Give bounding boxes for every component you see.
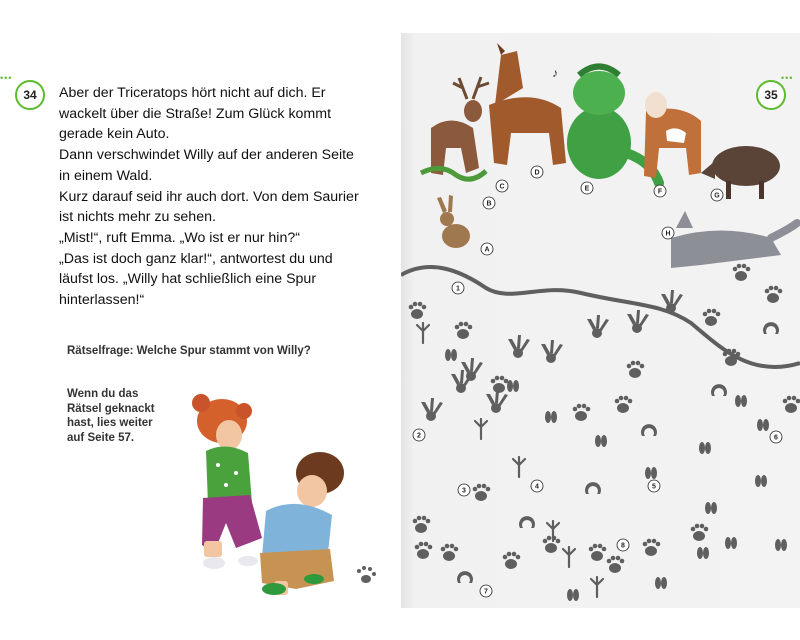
children-illustration (0, 33, 401, 608)
path-edge-top (401, 267, 800, 367)
story-line: wackelt über die Straße! Zum Glück kommt (59, 105, 332, 122)
label-c: C (499, 183, 505, 191)
label-a: A (484, 246, 490, 254)
page-number-left: 34 (15, 80, 45, 110)
story-line: „Das ist doch ganz klar!“, antwortest du und (59, 250, 333, 267)
rabbit-illustration (437, 195, 470, 248)
girl-illustration (192, 394, 262, 569)
story-line: Aber der Triceratops hört nicht auf dich. Er (59, 85, 326, 101)
hint-line: Wenn du das (67, 388, 139, 400)
puzzle-question: Rätselfrage: Welche Spur stammt von Willy? (67, 345, 311, 357)
hint-line: Rätsel geknackt (67, 402, 155, 415)
track-label-6: 6 (774, 434, 778, 442)
footprint-tracks (409, 264, 800, 601)
label-d: D (534, 169, 540, 177)
label-h: H (665, 230, 671, 238)
tracks-scene (401, 33, 800, 608)
book-spread (0, 33, 800, 608)
deer-illustration (431, 77, 489, 175)
music-note-icon: ♪ (552, 66, 558, 80)
story-line: läufst los. „Willy hat schließlich eine Spur (59, 271, 317, 288)
label-g: G (714, 192, 720, 200)
track-label-2: 2 (417, 432, 421, 440)
paw-print-icon (357, 566, 376, 583)
track-label-8: 8 (621, 542, 625, 550)
story-line: in einem Wald. (59, 167, 153, 184)
story-line: Kurz darauf seid ihr auch dort. Von dem Saurier (59, 188, 359, 205)
triceratops-illustration (552, 66, 659, 183)
track-label-5: 5 (652, 483, 656, 491)
wolf-illustration (671, 211, 797, 268)
hint-line: hast, lies weiter (67, 417, 153, 430)
boy-illustration (260, 452, 344, 595)
label-e: E (584, 185, 590, 193)
page-left (0, 33, 401, 608)
track-label-7: 7 (484, 588, 488, 596)
story-line: „Mist!“, ruft Emma. „Wo ist er nur hin?“ (59, 229, 300, 246)
label-b: B (486, 200, 492, 208)
page-right (401, 33, 800, 608)
story-line: Dann verschwindet Willy auf der anderen Seite (59, 147, 354, 164)
track-label-1: 1 (456, 285, 460, 293)
page-number-right: 35 (756, 80, 786, 110)
page-dots-left: ••• (0, 73, 13, 83)
track-label-3: 3 (462, 487, 466, 495)
snake-illustration (421, 168, 486, 179)
hint-line: auf Seite 57. (67, 431, 135, 444)
track-label-4: 4 (535, 483, 539, 491)
animal-group (421, 43, 797, 268)
label-f: F (657, 188, 663, 196)
cow-illustration (644, 92, 701, 178)
page-dots-right: ••• (781, 73, 794, 83)
story-line: gerade kein Auto. (59, 126, 170, 143)
horse-illustration (489, 43, 566, 165)
story-line: ist nichts mehr zu sehen. (59, 209, 216, 226)
story-line: hinterlassen!“ (59, 292, 145, 309)
